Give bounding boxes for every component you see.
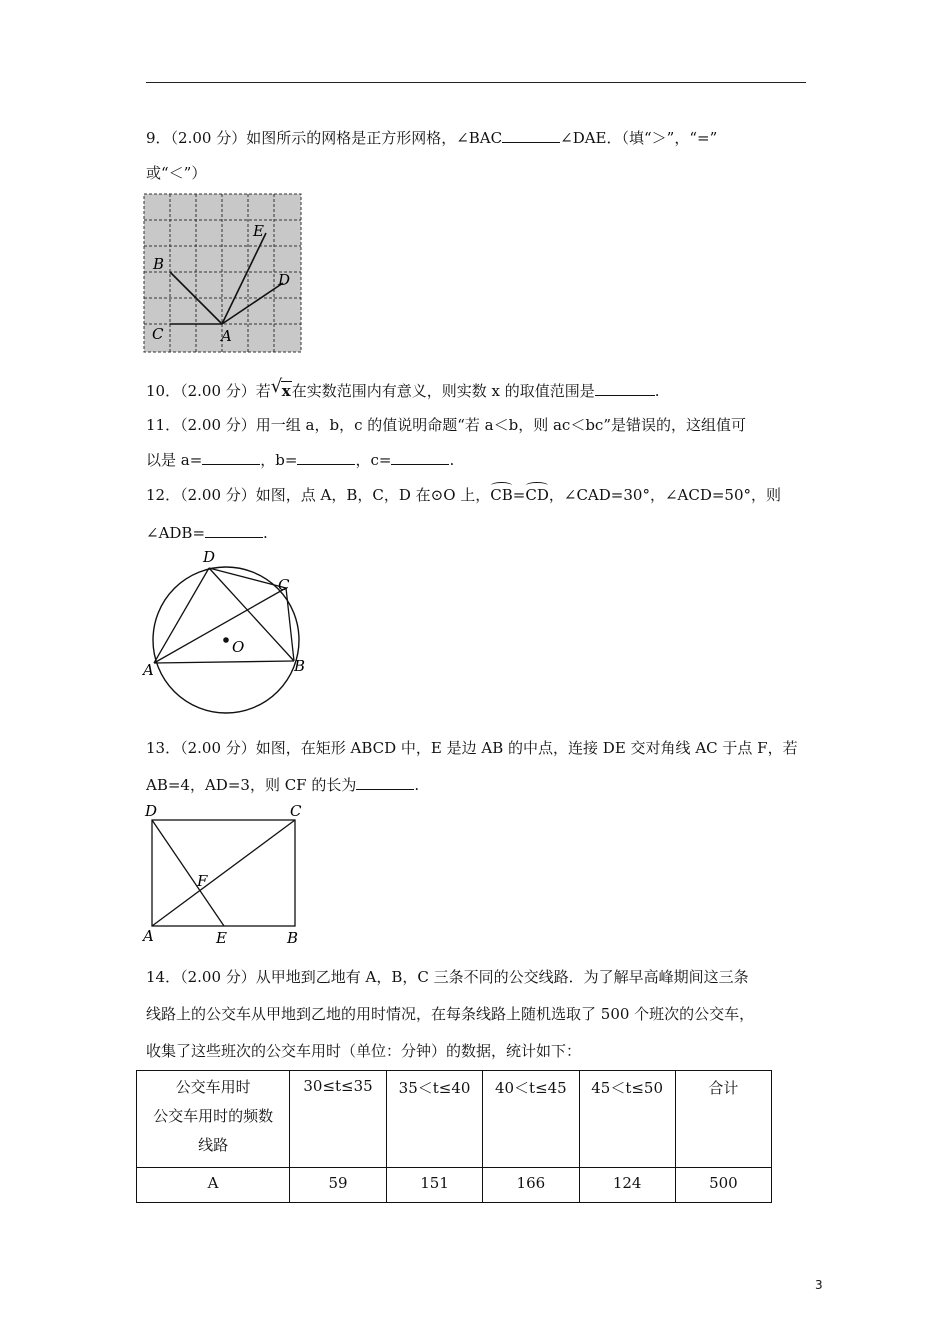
radical-icon: √ — [270, 376, 283, 397]
column-header: 35＜t≤40 — [386, 1071, 482, 1168]
arc-CD: CD — [525, 486, 549, 504]
answer-blank-a[interactable] — [202, 450, 260, 465]
q13-line2: AB=4，AD=3，则 CF 的长为 . — [146, 776, 420, 794]
value-cell: 151 — [386, 1168, 482, 1203]
answer-blank[interactable] — [502, 128, 560, 143]
arc-CB: CB — [490, 486, 513, 504]
q13-rectangle-figure — [140, 798, 315, 950]
column-header: 合计 — [675, 1071, 771, 1168]
label-C: C — [152, 325, 164, 343]
label-E: E — [253, 222, 264, 240]
label-O: O — [232, 638, 245, 656]
table-header-row — [137, 1071, 772, 1168]
label-E: E — [216, 929, 227, 947]
answer-blank[interactable] — [205, 523, 263, 538]
q14-line2: 线路上的公交车从甲地到乙地的用时情况，在每条线路上随机选取了 500 个班次的公交车， — [146, 1005, 755, 1023]
route-cell: A — [137, 1168, 290, 1203]
page-number: 3 — [815, 1278, 823, 1292]
label-A: A — [143, 661, 154, 679]
q14-line1: 14．（2.00 分）从甲地到乙地有 A，B，C 三条不同的公交线路．为了解早高峰期间这三条 — [146, 968, 749, 986]
answer-blank[interactable] — [595, 381, 655, 396]
header-corner-cell: 公交车用时 公交车用时的频数 线路 — [137, 1071, 290, 1168]
label-C: C — [290, 802, 302, 820]
q11-line1: 11．（2.00 分）用一组 a，b，c 的值说明命题“若 a＜b，则 ac＜bc”是错误的，这组值可 — [146, 416, 747, 434]
table-row — [137, 1168, 772, 1203]
answer-blank-b[interactable] — [297, 450, 355, 465]
q9-grid-figure — [143, 193, 303, 355]
q12-line1: 12．（2.00 分）如图，点 A，B，C，D 在⊙O 上，CB=CD，∠CAD=30°，∠ACD=50°，则 — [146, 486, 782, 504]
label-D: D — [278, 271, 291, 289]
q9-line1: 9．（2.00 分）如图所示的网格是正方形网格，∠BAC ∠DAE．（填“＞”，“=” — [146, 129, 718, 147]
answer-blank[interactable] — [356, 775, 414, 790]
value-cell: 166 — [483, 1168, 579, 1203]
q12-line2: ∠ADB= . — [146, 524, 268, 542]
center-point — [223, 637, 229, 643]
value-cell: 59 — [290, 1168, 387, 1203]
q9-line2: 或“＜”） — [146, 164, 207, 182]
value-cell: 500 — [675, 1168, 771, 1203]
q10-line: 10．（2.00 分）若 √ x在实数范围内有意义，则实数 x 的取值范围是 . — [146, 376, 660, 400]
bus-time-table — [136, 1070, 772, 1203]
value-cell: 124 — [579, 1168, 675, 1203]
header-rule — [146, 82, 806, 83]
answer-blank-c[interactable] — [391, 450, 449, 465]
label-D: D — [203, 548, 216, 566]
label-A: A — [143, 927, 154, 945]
label-B: B — [153, 255, 165, 273]
inscribed-lines — [154, 568, 294, 663]
q13-line1: 13．（2.00 分）如图，在矩形 ABCD 中，E 是边 AB 的中点，连接 DE 交对角线 AC 于点 F，若 — [146, 739, 798, 757]
label-F: F — [197, 872, 208, 890]
label-B: B — [294, 657, 306, 675]
column-header: 40＜t≤45 — [483, 1071, 579, 1168]
column-header: 45＜t≤50 — [579, 1071, 675, 1168]
q14-line3: 收集了这些班次的公交车用时（单位：分钟）的数据，统计如下： — [146, 1042, 582, 1060]
q11-line2: 以是 a= ，b= ，c= . — [146, 451, 455, 469]
q12-circle-figure — [140, 545, 315, 720]
label-D: D — [145, 802, 158, 820]
label-B: B — [287, 929, 299, 947]
sqrt-expression: √ x — [270, 376, 291, 400]
column-header: 30≤t≤35 — [290, 1071, 387, 1168]
label-A: A — [221, 327, 232, 345]
rectangle-lines — [152, 820, 295, 926]
label-C: C — [278, 576, 290, 594]
